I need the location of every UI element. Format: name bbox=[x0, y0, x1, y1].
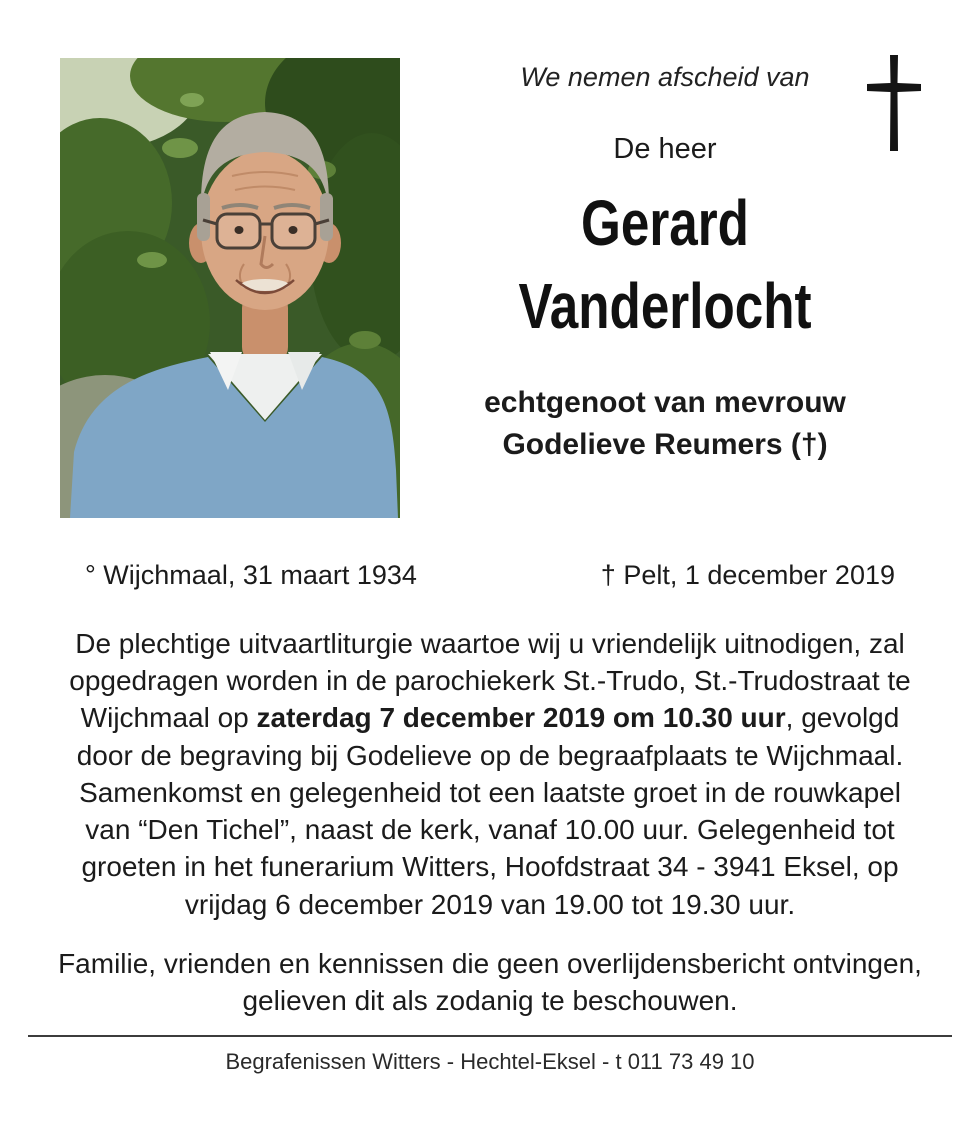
spouse-block bbox=[410, 382, 920, 466]
service-paragraph bbox=[60, 625, 920, 923]
cross-glyph bbox=[863, 55, 925, 151]
spouse-line-1: echtgenoot van mevrouw bbox=[484, 386, 846, 420]
spouse-line-2: Godelieve Reumers (†) bbox=[502, 428, 828, 462]
service-text-1: De plechtige uitvaartliturgie waartoe wij u vriendelijk uitnodigen, zal opgedragen worden in de parochiekerk St.-Trudo, St.-Trudostraat te Wijchmaal op bbox=[69, 628, 911, 734]
deceased-last-name: Vanderlocht bbox=[518, 270, 812, 343]
birth-date: ° Wijchmaal, 31 maart 1934 bbox=[85, 560, 417, 590]
portrait-illustration bbox=[60, 58, 400, 518]
cross-icon bbox=[863, 55, 925, 151]
intro-line: We nemen afscheid van bbox=[520, 62, 810, 92]
footer-divider bbox=[28, 1035, 952, 1037]
deceased-name bbox=[410, 182, 920, 348]
announcement-header bbox=[400, 58, 920, 518]
portrait-photo bbox=[60, 58, 400, 518]
death-date: † Pelt, 1 december 2019 bbox=[600, 560, 895, 590]
service-text-2: , gevolgd door de begraving bij Godelieve op de begraafplaats te Wijchmaal. Samenkomst en gelegenheid tot een laatste groet in de rouwkapel van “Den Tichel”, naast de kerk, vanaf 10.00 uur. Gelegenheid tot groeten in het funerarium Witters, Hoofdstraat 34 - 3941 Eksel, op vrijdag 6 december 2019 van 19.00 tot 19.30 uur. bbox=[76, 702, 904, 920]
header-section bbox=[0, 0, 980, 518]
service-highlight: zaterdag 7 december 2019 om 10.30 uur bbox=[256, 702, 786, 734]
notice-paragraph: Familie, vrienden en kennissen die geen overlijdensbericht ontvingen, gelieven dit als zodanig te beschouwen. bbox=[58, 947, 922, 1017]
salutation: De heer bbox=[613, 133, 717, 165]
footer-text: Begrafenissen Witters - Hechtel-Eksel - t 011 73 49 10 bbox=[225, 1049, 755, 1075]
life-dates bbox=[0, 560, 980, 591]
deceased-first-name: Gerard bbox=[581, 187, 749, 259]
